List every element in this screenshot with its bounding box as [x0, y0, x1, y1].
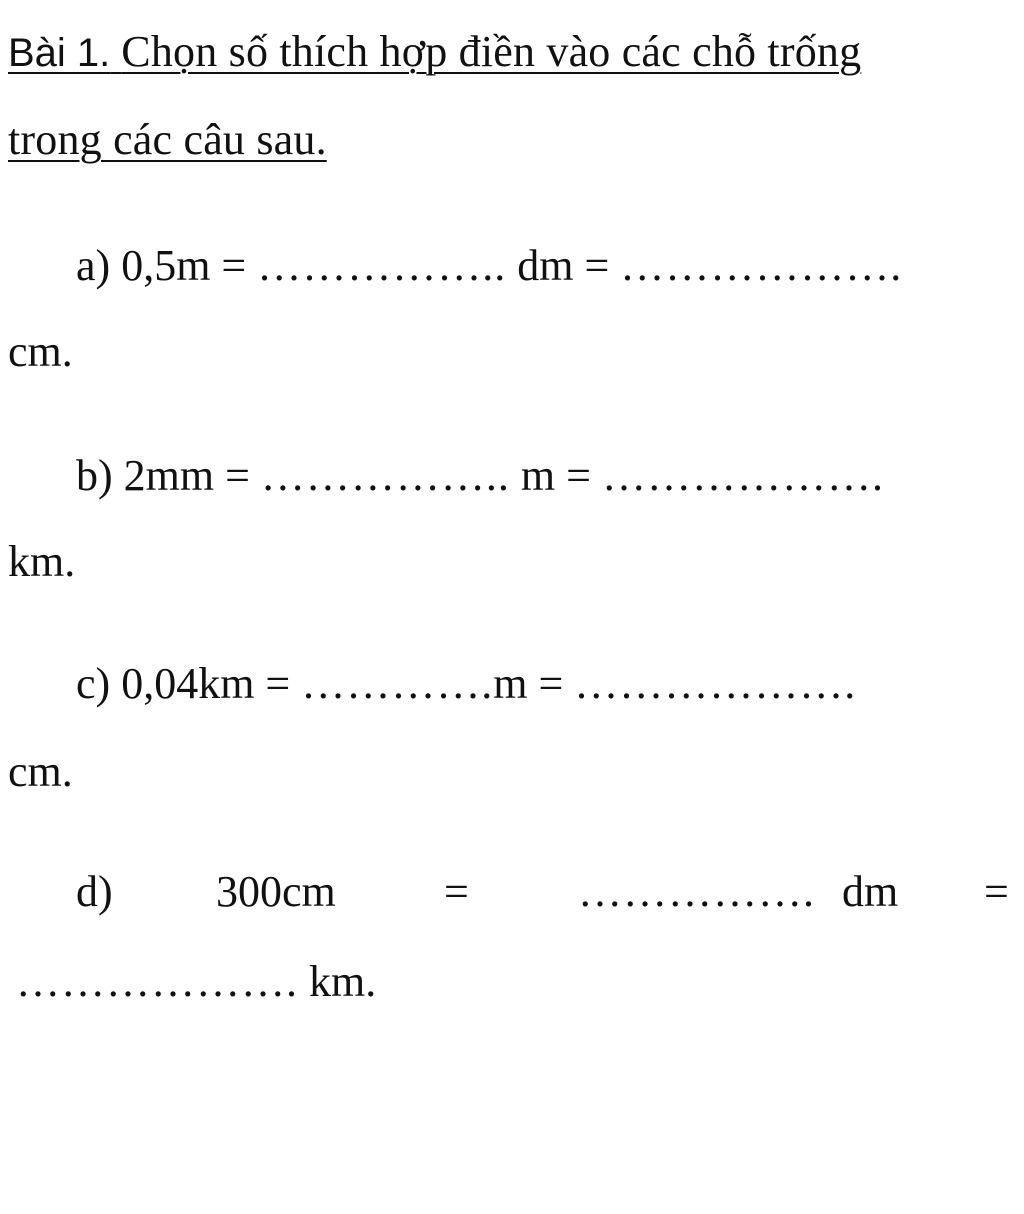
question-c-blank-1[interactable]: …………. [301, 659, 494, 708]
question-d-given: 300cm [216, 867, 336, 916]
question-c-unit-1: m = [493, 659, 564, 708]
question-c-blank-2[interactable]: ………………. [574, 659, 857, 708]
question-c-given: 0,04km = [121, 659, 291, 708]
question-c-unit-2: cm. [8, 747, 73, 796]
question-c [76, 659, 857, 708]
question-d-continuation [16, 957, 377, 1006]
question-d-unit-1: dm [842, 867, 899, 916]
exercise-instruction-part-1: Chọn số thích hợp điền vào các chỗ trống [121, 27, 862, 76]
question-c-continuation [8, 747, 73, 796]
question-d-blank-1[interactable]: ……………. [578, 867, 815, 916]
question-b [76, 451, 884, 500]
question-a-unit-2: cm. [8, 327, 73, 376]
question-c-label: c) [76, 659, 111, 708]
question-b-given: 2mm = [123, 451, 250, 500]
question-a [76, 241, 903, 290]
question-b-unit-2: km. [8, 537, 76, 586]
question-d-equals-1: = [444, 867, 469, 916]
question-d-equals-2: = [984, 867, 1009, 916]
question-a-unit-1: dm = [517, 241, 610, 290]
question-d-label: d) [76, 867, 113, 916]
question-b-unit-1: m = [520, 451, 591, 500]
question-d-unit-2: km. [309, 957, 377, 1006]
question-a-label: a) [76, 241, 111, 290]
question-a-continuation [8, 327, 73, 376]
exercise-title-line-2 [8, 115, 327, 164]
question-d-blank-2[interactable]: ………………. [16, 957, 298, 1006]
exercise-title-line-1 [8, 27, 862, 76]
question-a-blank-1[interactable]: …………….. [257, 241, 507, 290]
question-a-blank-2[interactable]: ………………. [620, 241, 903, 290]
exercise-instruction-part-2: trong các câu sau. [8, 115, 327, 164]
question-b-blank-1[interactable]: …………….. [260, 451, 510, 500]
question-b-blank-2[interactable]: ………………. [601, 451, 884, 500]
question-b-label: b) [76, 451, 113, 500]
question-b-continuation [8, 537, 76, 586]
question-a-given: 0,5m = [121, 241, 247, 290]
exercise-number: Bài 1. [8, 31, 111, 75]
